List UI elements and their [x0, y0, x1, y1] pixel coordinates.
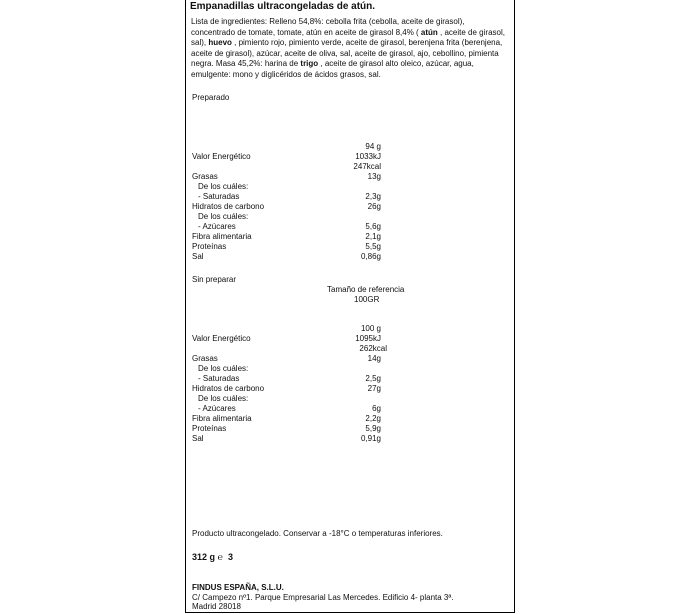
prepared-row-value: 26g	[367, 202, 381, 211]
allergen-egg: huevo	[208, 38, 232, 47]
unprepared-row-label: Proteínas	[192, 424, 227, 433]
reference-size-value: 100GR	[354, 295, 380, 304]
prepared-row-label: Grasas	[192, 172, 218, 181]
unprepared-energy-kcal: 262kcal	[359, 344, 387, 353]
prepared-energy-label: Valor Energético	[192, 152, 251, 161]
storage-instructions: Producto ultracongelado. Conservar a -18°C o temperaturas inferiores.	[192, 529, 443, 538]
prepared-row-value: 2,1g	[365, 232, 381, 241]
prepared-row-label: Fibra alimentaria	[192, 232, 252, 241]
unprepared-row-value: 14g	[367, 354, 381, 363]
unprepared-row-value: 27g	[367, 384, 381, 393]
unprepared-portion: 100 g	[360, 324, 381, 333]
unprepared-row-label: Grasas	[192, 354, 218, 363]
prepared-energy-kcal: 247kcal	[353, 162, 381, 171]
ingredients-part: Lista de ingredientes: Relleno 54,8%: cebolla frita (cebolla, aceite de girasol), concentrado de tomate, tomate, atún en aceite de girasol 8,4% (	[191, 17, 465, 37]
prepared-row-label: Proteínas	[192, 242, 227, 251]
ingredients-text	[191, 17, 509, 80]
prepared-portion: 94 g	[365, 142, 381, 151]
company-city: Madrid 28018	[192, 602, 241, 611]
prepared-row-label: - Saturadas	[198, 192, 240, 201]
net-weight-line	[192, 552, 233, 562]
prepared-row-label: Hidratos de carbono	[192, 202, 265, 211]
unprepared-row-label: Sal	[192, 434, 204, 443]
prepared-row-label: Sal	[192, 252, 204, 261]
unprepared-row-label: De los cuáles:	[198, 394, 249, 403]
label-panel	[185, 0, 515, 613]
prepared-row-value: 5,5g	[365, 242, 381, 251]
unprepared-row-value: 2,5g	[365, 374, 381, 383]
ingredients-part: , aceite de girasol, sal),	[191, 27, 505, 47]
unprepared-row-value: 2,2g	[365, 414, 381, 423]
allergen-wheat: trigo	[300, 59, 319, 68]
prepared-row-label: De los cuáles:	[198, 212, 249, 221]
ingredients-part: , aceite de girasol alto oleico, azúcar, agua, emulgente: mono y diglicéridos de ácidos grasos, sal.	[191, 59, 474, 79]
allergen-fish: atún	[420, 27, 438, 37]
unprepared-heading: Sin preparar	[192, 275, 237, 284]
prepared-row-value: 5,6g	[365, 222, 381, 231]
company-name: FINDUS ESPAÑA, S.L.U.	[192, 583, 284, 592]
company-address: C/ Campezo nº1. Parque Empresarial Las Mercedes. Edificio 4- planta 3ª.	[192, 593, 454, 602]
reference-size-label: Tamaño de referencia	[327, 285, 405, 294]
prepared-row-value: 0,86g	[360, 252, 381, 261]
unprepared-energy-label: Valor Energético	[192, 334, 251, 343]
estimated-sign-icon: ℮	[217, 552, 223, 562]
product-title: Empanadillas ultracongeladas de atún.	[190, 1, 376, 12]
unprepared-row-label: De los cuáles:	[198, 364, 249, 373]
unprepared-row-value: 5,9g	[365, 424, 381, 433]
prepared-row-label: - Azúcares	[198, 222, 236, 231]
prepared-row-value: 2,3g	[365, 192, 381, 201]
unprepared-row-value: 0,91g	[360, 434, 381, 443]
unit-count: 3	[227, 552, 233, 562]
prepared-row-label: De los cuáles:	[198, 182, 249, 191]
unprepared-row-label: Hidratos de carbono	[192, 384, 265, 393]
prepared-energy-kj: 1033kJ	[355, 152, 381, 161]
net-weight: 312 g	[192, 552, 216, 562]
unprepared-energy-kj: 1095kJ	[355, 334, 381, 343]
unprepared-row-value: 6g	[372, 404, 381, 413]
ingredients-part: , pimiento rojo, pimiento verde, aceite de girasol, berenjena frita (berenjena, aceite de girasol), azúcar, aceite de oliva, sal, aceite de girasol, ajo, cebollino, pimienta negra. Masa 45,2%: harina de	[191, 38, 503, 68]
unprepared-row-label: - Azúcares	[198, 404, 236, 413]
prepared-row-value: 13g	[367, 172, 381, 181]
unprepared-row-label: Fibra alimentaria	[192, 414, 252, 423]
unprepared-row-label: - Saturadas	[198, 374, 240, 383]
prepared-heading: Preparado	[192, 93, 230, 102]
